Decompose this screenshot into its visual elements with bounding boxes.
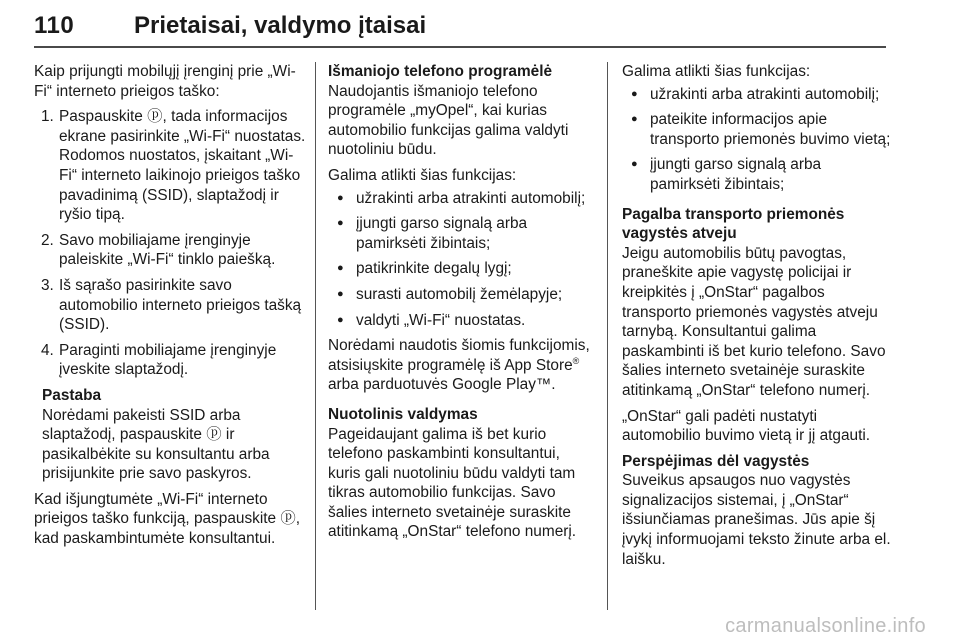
list-item: 3. Iš sąrašo pasirinkite savo automobilio interneto prieigos tašką (SSID). xyxy=(41,276,302,334)
list-item: ● įjungti garso signalą arba pamirksėti žibintais; xyxy=(328,214,592,253)
list-item: ● užrakinti arba atrakinti automobilį; xyxy=(328,189,592,209)
download-text: Norėdami naudotis šiomis funkcijomis, atsisiųskite programėlę iš App Store® arba parduotuvės Google Play™. xyxy=(328,337,590,394)
note-heading: Pastaba xyxy=(42,386,102,404)
wifi-steps xyxy=(34,107,306,380)
page-header xyxy=(34,6,886,50)
list-item: ● surasti automobilį žemėlapyje; xyxy=(328,285,592,305)
section-heading: Perspėjimas dėl vagystės xyxy=(622,452,810,470)
section-heading: Pagalba transporto priemonės vagystės atveju xyxy=(622,205,845,243)
list-item: ● užrakinti arba atrakinti automobilį; xyxy=(622,85,892,105)
header-rule xyxy=(34,46,886,48)
locate-text: „OnStar“ gali padėti nustatyti automobilio buvimo vietą ir jį atgauti. xyxy=(622,407,871,445)
list-item: 1. Paspauskite ⓟ, tada informacijos ekrane pasirinkite „Wi-Fi“ nuostatas. Rodomos nuostatos, įskaitant „Wi-Fi“ interneto laikinojo prieigos taško pavadinimą (SSID), slaptažodį ir ryšio tipą. xyxy=(41,108,306,224)
section-heading: Išmaniojo telefono programėlė xyxy=(328,63,553,80)
functions-intro: Galima atlikti šias funkcijas: xyxy=(622,63,811,80)
column-1 xyxy=(34,62,306,555)
list-item: 2. Savo mobiliajame įrenginyje paleiskite „Wi-Fi“ tinklo paiešką. xyxy=(41,231,276,269)
wifi-outro: Kad išjungtumėte „Wi-Fi“ interneto prieigos taško funkciją, paspauskite ⓟ, kad paskambintumėte konsultantui. xyxy=(34,490,301,548)
column-2 xyxy=(328,62,592,548)
wifi-intro: Kaip prijungti mobilųjį įrenginį prie „Wi-Fi“ interneto prieigos taško: xyxy=(34,63,296,100)
list-item: ● valdyti „Wi-Fi“ nuostatas. xyxy=(328,311,592,331)
section-heading: Nuotolinis valdymas xyxy=(328,405,478,423)
app-intro: Naudojantis išmaniojo telefono programėle „myOpel“, kai kurias automobilio funkcijas galima valdyti nuotoliniu būdu. xyxy=(328,82,569,159)
watermark: carmanualsonline.info xyxy=(725,615,926,637)
chapter-title: Prietaisai, valdymo įtaisai xyxy=(134,12,427,39)
list-item: ● įjungti garso signalą arba pamirksėti žibintais; xyxy=(622,155,892,194)
column-divider xyxy=(315,62,316,610)
warn-text: Suveikus apsaugos nuo vagystės signalizacijos sistemai, į „OnStar“ išsiunčiamas pranešimas. Jūs apie šį įvykį informuojami teksto žinute arba el. laišku. xyxy=(622,472,891,568)
functions-intro: Galima atlikti šias funkcijas: xyxy=(328,166,517,184)
list-item: ● pateikite informacijos apie transporto priemonės buvimo vietą; xyxy=(622,110,892,149)
theft-text: Jeigu automobilis būtų pavogtas, praneškite apie vagystę policijai ir kreipkitės į „OnStar“ pagalbos transporto priemonės vagystės atveju tarnybą. Konsultantui galima paskambinti iš bet kurio telefono. Savo šalies interneto svetainėje suraskite atitinkamą „OnStar“ telefono numerį. xyxy=(622,244,886,399)
column-divider xyxy=(607,62,608,610)
remote-functions xyxy=(622,85,892,195)
column-3 xyxy=(622,62,892,575)
note-box xyxy=(34,386,306,484)
note-text: Norėdami pakeisti SSID arba slaptažodį, paspauskite ⓟ ir pasikalbėkite su konsultantu arba prisijunkite prie savo paskyros. xyxy=(42,406,270,483)
page-number: 110 xyxy=(34,12,75,39)
registered-mark: ® xyxy=(572,355,580,366)
list-item: 4. Paraginti mobiliajame įrenginyje įveskite slaptažodį. xyxy=(41,341,277,379)
app-functions xyxy=(328,189,592,331)
list-item: ● patikrinkite degalų lygį; xyxy=(328,259,592,279)
remote-text: Pageidaujant galima iš bet kurio telefono paskambinti konsultantui, kuris gali nuotoliniu būdu valdyti tam tikras automobilio funkcijas. Savo šalies interneto svetainėje suraskite atitinkamą „OnStar“ telefono numerį. xyxy=(328,425,577,541)
